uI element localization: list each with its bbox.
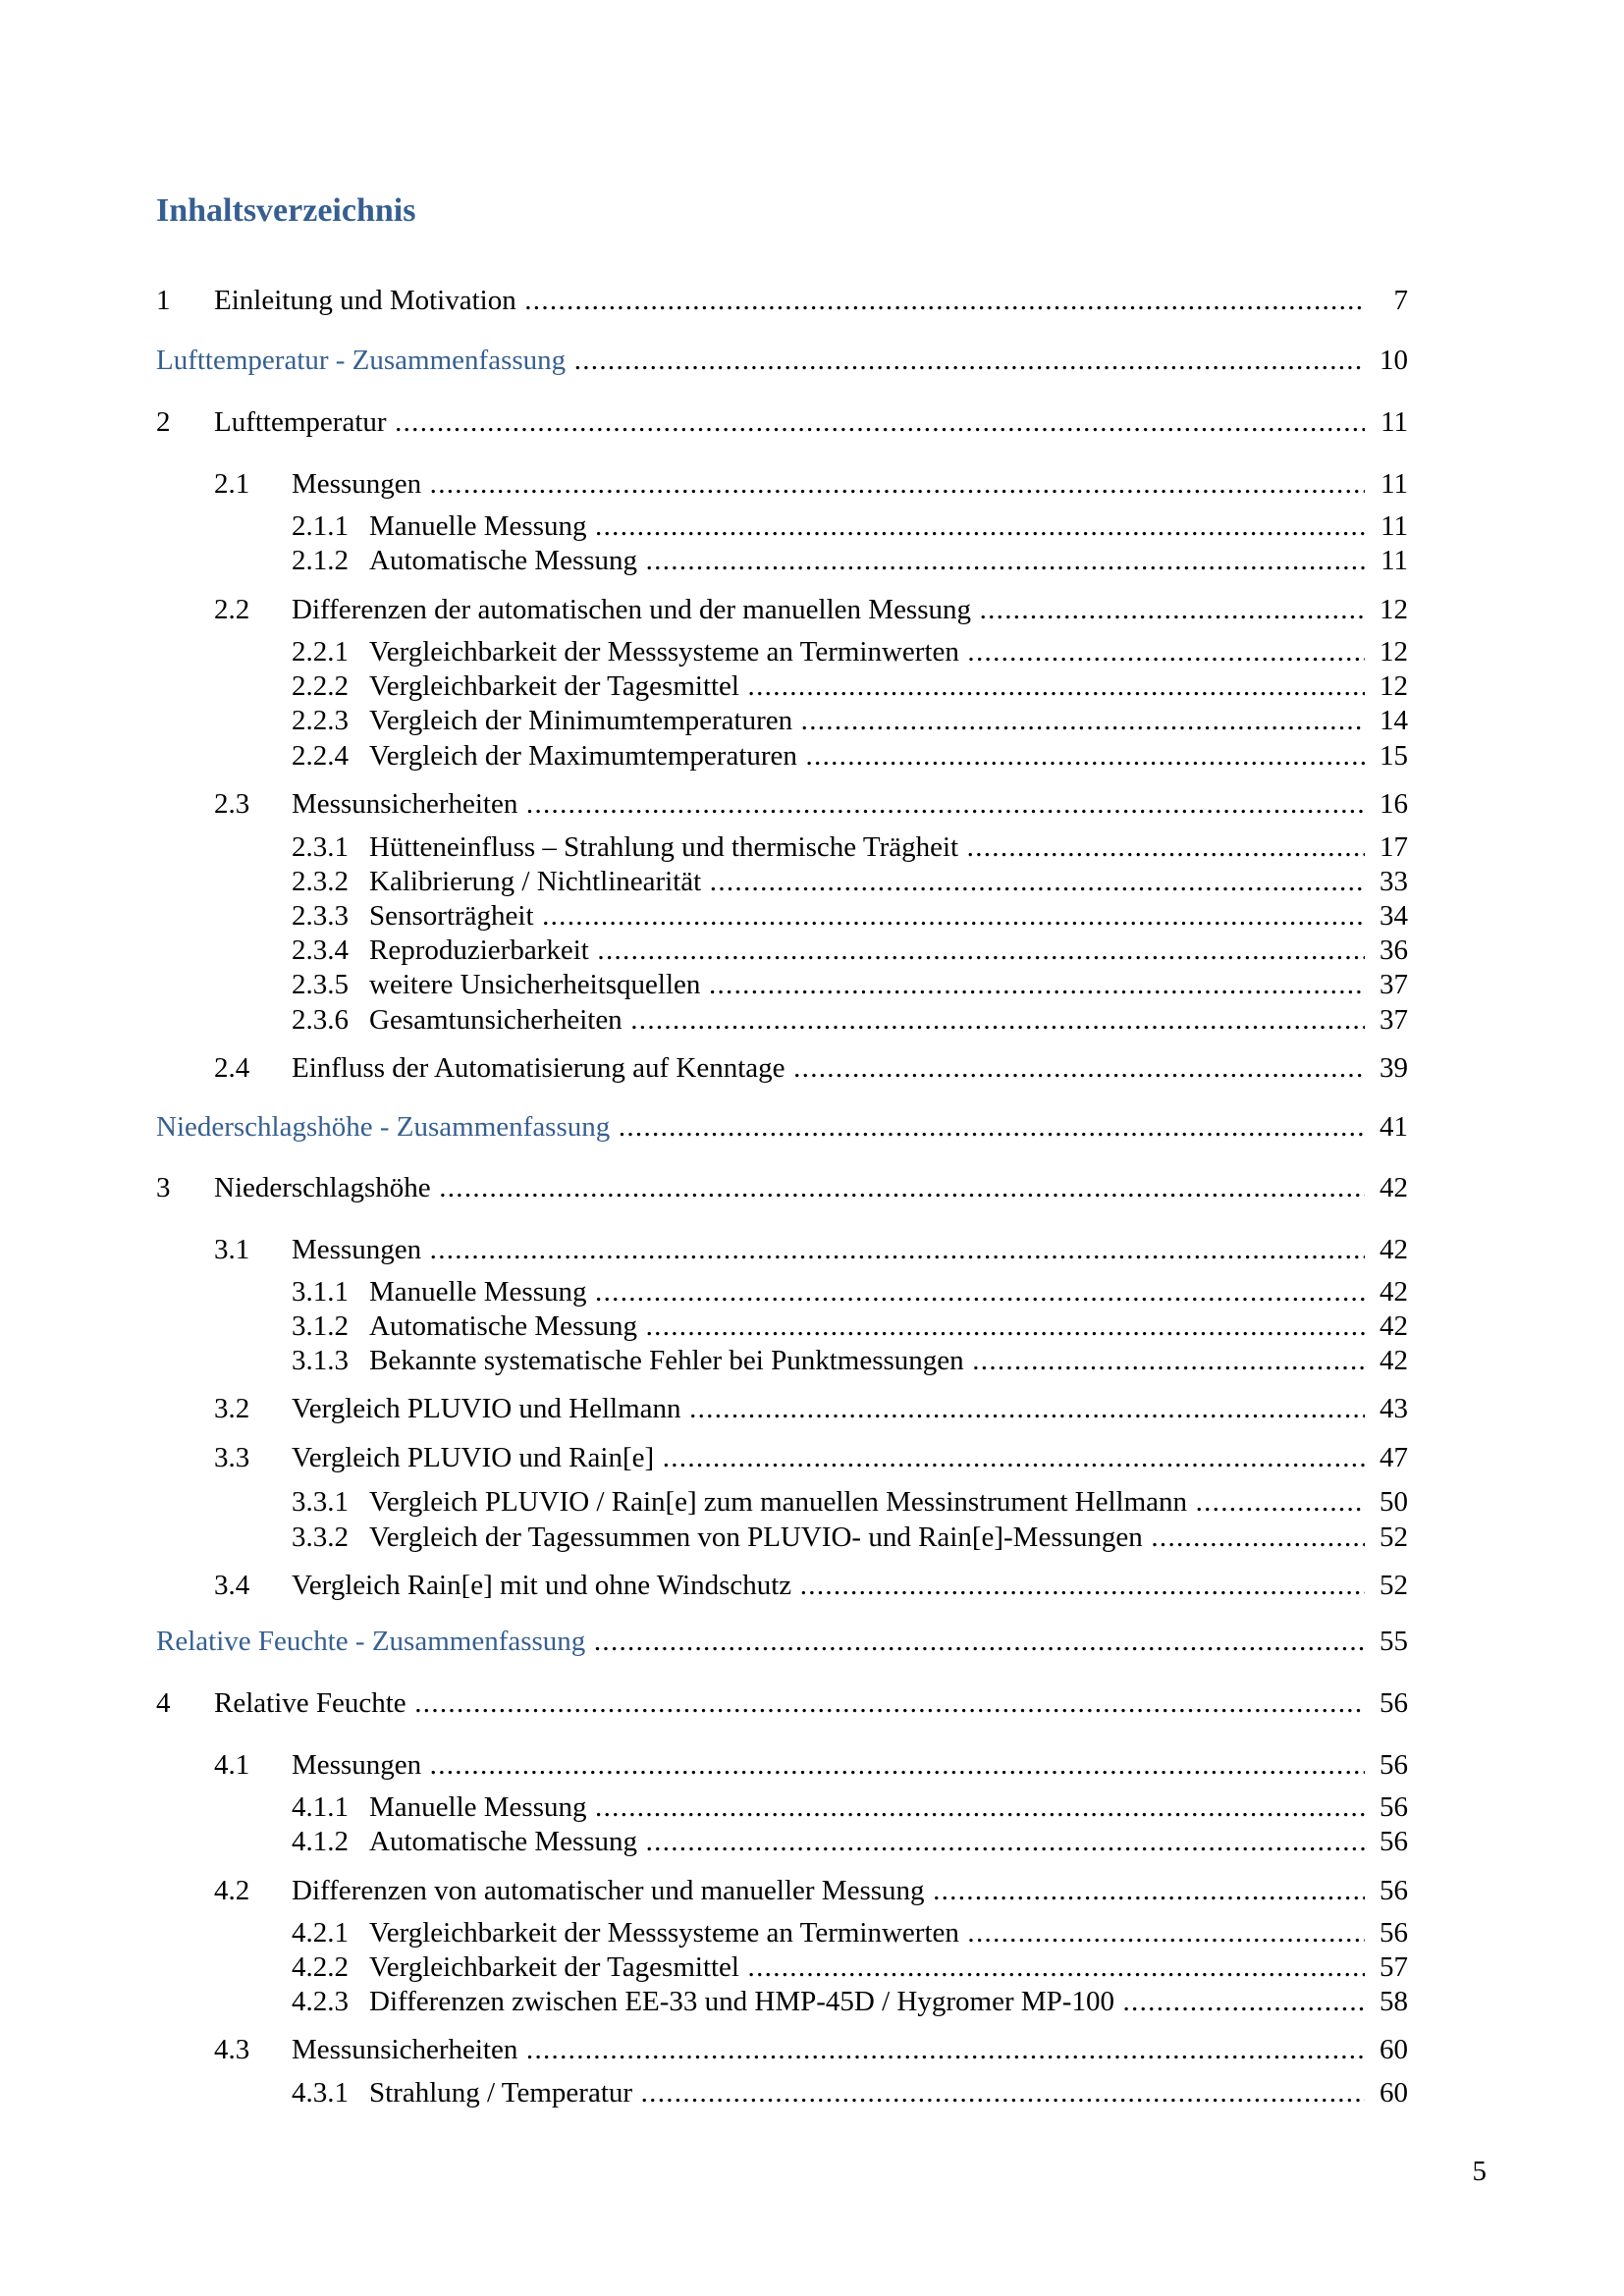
- toc-entry-title: [214, 281, 1365, 320]
- toc-heading: Inhaltsverzeichnis: [156, 192, 416, 229]
- toc-entry-2-4[interactable]: [0, 1048, 1624, 1088]
- toc-entry-title: [369, 1341, 1365, 1380]
- toc-entry-title-text: Vergleich PLUVIO / Rain[e] zum manuellen Messinstrument Hellmann: [369, 1486, 1188, 1518]
- toc-entry-title-text: Vergleichbarkeit der Tagesmittel: [369, 670, 739, 702]
- toc-entry-title-text: Manuelle Messung: [369, 1276, 587, 1308]
- toc-entry-title: [292, 1048, 1365, 1088]
- toc-entry-number: 1: [156, 285, 171, 316]
- toc-entry-number: 4.2.3: [292, 1986, 349, 2017]
- toc-entry-title-text: Einleitung und Motivation: [214, 285, 516, 316]
- toc-entry-page: 55: [1380, 1626, 1408, 1657]
- toc-entry-2-3-3[interactable]: [0, 896, 1624, 935]
- toc-entry-number: 2.3.3: [292, 900, 349, 932]
- toc-entry-title-text: Reproduzierbarkeit: [369, 934, 589, 966]
- toc-entry-number: 4.2.2: [292, 1951, 349, 1983]
- toc-entry-number: 3.2: [214, 1393, 250, 1424]
- toc-entry-2-2-4[interactable]: [0, 736, 1624, 775]
- toc-entry-page: 41: [1380, 1111, 1408, 1143]
- toc-entry-page: 12: [1380, 636, 1408, 667]
- toc-entry-number: 2.3: [214, 788, 250, 820]
- toc-entry-3-3-2[interactable]: [0, 1518, 1624, 1557]
- toc-entry-page: 57: [1380, 1951, 1408, 1983]
- toc-entry-title: [369, 1822, 1365, 1861]
- toc-entry-number: 2.1: [214, 468, 250, 500]
- toc-entry-title: [369, 931, 1365, 970]
- toc-entry-title: [156, 341, 1365, 380]
- toc-entry-4-2[interactable]: [0, 1871, 1624, 1910]
- toc-entry-title-text: Automatische Messung: [369, 545, 638, 576]
- toc-entry-page: 11: [1380, 510, 1408, 542]
- toc-entry-4-2-3[interactable]: [0, 1982, 1624, 2021]
- toc-entry-number: 2.3.2: [292, 866, 349, 897]
- toc-entry-title-text: Differenzen von automatischer und manueller Messung: [292, 1875, 925, 1906]
- toc-entry-1[interactable]: [0, 281, 1624, 320]
- toc-entry-page: 11: [1380, 468, 1408, 500]
- toc-entry-number: 2.2.4: [292, 740, 349, 772]
- toc-entry-3-2[interactable]: [0, 1389, 1624, 1428]
- toc-entry-title: [369, 1518, 1365, 1557]
- toc-entry-2-3[interactable]: [0, 784, 1624, 824]
- toc-entry-title: [214, 1683, 1365, 1723]
- toc-entry-title: [292, 1230, 1365, 1269]
- toc-entry-title: [369, 2073, 1365, 2112]
- toc-entry-title-text: Messungen: [292, 1749, 422, 1781]
- toc-entry-page: 34: [1380, 900, 1408, 932]
- toc-entry-3-1-2[interactable]: [0, 1307, 1624, 1346]
- toc-entry-title: [214, 1168, 1365, 1207]
- toc-entry-title-text: Vergleich der Tagessummen von PLUVIO- und Rain[e]-Messungen: [369, 1522, 1143, 1553]
- toc-entry-4-3-1[interactable]: [0, 2073, 1624, 2112]
- toc-entry-number: 4.3.1: [292, 2077, 349, 2109]
- toc-entry-number: 2.3.1: [292, 831, 349, 863]
- toc-entry-page: 15: [1380, 740, 1408, 772]
- toc-entry-title-text: Messunsicherheiten: [292, 2034, 518, 2065]
- toc-entry-number: 3.1.1: [292, 1276, 349, 1308]
- toc-entry-title: [156, 1107, 1365, 1147]
- toc-entry-title-text: Relative Feuchte: [214, 1687, 406, 1719]
- toc-entry-number: 4.1.1: [292, 1791, 349, 1823]
- toc-entry-page: 42: [1380, 1310, 1408, 1342]
- toc-entry-number: 3.4: [214, 1570, 250, 1601]
- toc-entry-title-text: Vergleich PLUVIO und Rain[e]: [292, 1442, 655, 1473]
- toc-entry-3-4[interactable]: [0, 1566, 1624, 1605]
- toc-entry-title: [369, 736, 1365, 775]
- toc-entry-title-text: Vergleich Rain[e] mit und ohne Windschutz: [292, 1570, 792, 1601]
- toc-entry-title: [292, 1438, 1365, 1477]
- toc-entry-page: 7: [1393, 285, 1408, 316]
- toc-entry-title-text: Vergleichbarkeit der Tagesmittel: [369, 1951, 739, 1983]
- toc-entry-page: 56: [1380, 1749, 1408, 1781]
- toc-entry-number: 2.3.6: [292, 1004, 349, 1036]
- toc-entry-number: 3: [156, 1172, 171, 1203]
- toc-entry-4-1-2[interactable]: [0, 1822, 1624, 1861]
- toc-entry-number: 2.3.5: [292, 969, 349, 1000]
- toc-entry-title-text: Niederschlagshöhe: [214, 1172, 431, 1203]
- toc-entry-number: 2.1.2: [292, 545, 349, 576]
- toc-entry-2-1-1[interactable]: [0, 507, 1624, 546]
- toc-entry-title: [369, 965, 1365, 1004]
- toc-entry-title: [156, 1622, 1365, 1661]
- toc-entry-4-1-1[interactable]: [0, 1788, 1624, 1827]
- toc-entry-title-text: Einfluss der Automatisierung auf Kenntage: [292, 1052, 785, 1084]
- toc-entry-title-text: Vergleichbarkeit der Messsysteme an Terminwerten: [369, 636, 959, 667]
- toc-entry-3-1-1[interactable]: [0, 1272, 1624, 1311]
- toc-entry-title: [292, 2030, 1365, 2069]
- page-number: 5: [1472, 2156, 1487, 2187]
- toc-entry-number: 2.2.1: [292, 636, 349, 667]
- toc-entry-title-text: Gesamtunsicherheiten: [369, 1004, 623, 1036]
- toc-entry-3-1-3[interactable]: [0, 1341, 1624, 1380]
- toc-entry-2-3-4[interactable]: [0, 931, 1624, 970]
- toc-entry-number: 4.1: [214, 1749, 250, 1781]
- toc-entry-3[interactable]: [0, 1168, 1624, 1207]
- toc-entry-title-text: Messungen: [292, 468, 422, 500]
- toc-entry-page: 42: [1380, 1276, 1408, 1308]
- toc-entry-title: [369, 1982, 1365, 2021]
- toc-entry-4-2-2[interactable]: [0, 1948, 1624, 1987]
- toc-entry-page: 56: [1380, 1917, 1408, 1949]
- toc-entry-title-text: Messungen: [292, 1234, 422, 1265]
- toc-entry-page: 11: [1380, 545, 1408, 576]
- toc-entry-title-text: Relative Feuchte - Zusammenfassung: [156, 1626, 586, 1657]
- toc-entry-page: 36: [1380, 934, 1408, 966]
- toc-entry-title: [369, 896, 1365, 935]
- toc-entry-page: 37: [1380, 1004, 1408, 1036]
- toc-entry-title: [369, 1788, 1365, 1827]
- toc-entry-number: 2: [156, 406, 171, 438]
- toc-entry-number: 3.3.2: [292, 1522, 349, 1553]
- toc-entry-number: 4.3: [214, 2034, 250, 2065]
- toc-entry-title: [292, 464, 1365, 504]
- toc-entry-3-1[interactable]: [0, 1230, 1624, 1269]
- toc-entry-summary-19[interactable]: [0, 1107, 1624, 1147]
- toc-entry-number: 4.2: [214, 1875, 250, 1906]
- toc-entry-title-text: Vergleich PLUVIO und Hellmann: [292, 1393, 681, 1424]
- toc-entry-4[interactable]: [0, 1683, 1624, 1723]
- toc-entry-page: 56: [1380, 1687, 1408, 1719]
- toc-entry-title: [292, 1871, 1365, 1910]
- toc-entry-number: 2.3.4: [292, 934, 349, 966]
- toc-entry-title: [369, 667, 1365, 706]
- toc-entry-title: [369, 541, 1365, 580]
- toc-entry-page: 12: [1380, 670, 1408, 702]
- toc-entry-page: 42: [1380, 1172, 1408, 1203]
- toc-entry-2-2-2[interactable]: [0, 667, 1624, 706]
- toc-entry-title-text: Messunsicherheiten: [292, 788, 518, 820]
- toc-entry-title-text: Manuelle Messung: [369, 1791, 587, 1823]
- toc-entry-2-3-5[interactable]: [0, 965, 1624, 1004]
- toc-entry-title-text: Vergleichbarkeit der Messsysteme an Terminwerten: [369, 1917, 959, 1949]
- toc-entry-title: [292, 1389, 1365, 1428]
- toc-entry-title-text: Hütteneinfluss – Strahlung und thermische Trägheit: [369, 831, 959, 863]
- toc-entry-number: 3.3.1: [292, 1486, 349, 1518]
- toc-entry-title-text: Automatische Messung: [369, 1310, 638, 1342]
- toc-entry-page: 47: [1380, 1442, 1408, 1473]
- toc-entry-page: 10: [1380, 345, 1408, 376]
- toc-entry-3-3-1[interactable]: [0, 1482, 1624, 1522]
- toc-entry-page: 50: [1380, 1486, 1408, 1518]
- toc-entry-number: 3.1.3: [292, 1345, 349, 1376]
- toc-entry-number: 4: [156, 1687, 171, 1719]
- toc-entry-title: [369, 1913, 1365, 1952]
- toc-entry-page: 11: [1380, 406, 1408, 438]
- toc-entry-page: 16: [1380, 788, 1408, 820]
- toc-entry-number: 2.2.3: [292, 705, 349, 736]
- toc-entry-title-text: Automatische Messung: [369, 1826, 638, 1857]
- toc-entry-title-text: Vergleich der Maximumtemperaturen: [369, 740, 797, 772]
- toc-entry-title-text: Lufttemperatur: [214, 406, 387, 438]
- toc-entry-title: [369, 507, 1365, 546]
- toc-entry-summary-30[interactable]: [0, 1622, 1624, 1661]
- toc-entry-page: 14: [1380, 705, 1408, 736]
- toc-entry-number: 2.4: [214, 1052, 250, 1084]
- toc-entry-number: 3.1.2: [292, 1310, 349, 1342]
- toc-entry-title: [369, 1482, 1365, 1522]
- toc-entry-2-3-6[interactable]: [0, 1000, 1624, 1040]
- toc-entry-title: [369, 1000, 1365, 1040]
- toc-entry-title-text: Vergleich der Minimumtemperaturen: [369, 705, 793, 736]
- toc-entry-3-3[interactable]: [0, 1438, 1624, 1477]
- toc-entry-page: 58: [1380, 1986, 1408, 2017]
- toc-entry-summary-1[interactable]: [0, 341, 1624, 380]
- toc-entry-title: [369, 632, 1365, 671]
- toc-entry-page: 43: [1380, 1393, 1408, 1424]
- toc-entry-page: 52: [1380, 1570, 1408, 1601]
- toc-entry-title: [369, 862, 1365, 901]
- toc-entry-2-3-2[interactable]: [0, 862, 1624, 901]
- toc-entry-page: 17: [1380, 831, 1408, 863]
- toc-entry-number: 2.2: [214, 594, 250, 625]
- toc-entry-page: 56: [1380, 1875, 1408, 1906]
- toc-entry-2-1[interactable]: [0, 464, 1624, 504]
- toc-entry-number: 3.3: [214, 1442, 250, 1473]
- toc-entry-page: 42: [1380, 1234, 1408, 1265]
- toc-entry-4-1[interactable]: [0, 1745, 1624, 1785]
- toc-entry-title: [292, 1745, 1365, 1785]
- toc-entry-title: [369, 701, 1365, 740]
- toc-entry-page: 56: [1380, 1826, 1408, 1857]
- toc-entry-page: 60: [1380, 2077, 1408, 2109]
- toc-entry-title-text: Kalibrierung / Nichtlinearität: [369, 866, 702, 897]
- toc-entry-title: [369, 828, 1365, 867]
- toc-entry-page: 42: [1380, 1345, 1408, 1376]
- toc-entry-page: 60: [1380, 2034, 1408, 2065]
- toc-entry-title: [292, 1566, 1365, 1605]
- toc-entry-title-text: Bekannte systematische Fehler bei Punktmessungen: [369, 1345, 964, 1376]
- toc-entry-title-text: weitere Unsicherheitsquellen: [369, 969, 701, 1000]
- toc-entry-title: [369, 1272, 1365, 1311]
- toc-entry-number: 4.1.2: [292, 1826, 349, 1857]
- toc-entry-title: [369, 1948, 1365, 1987]
- toc-entry-title-text: Strahlung / Temperatur: [369, 2077, 633, 2109]
- toc-entry-2-1-2[interactable]: [0, 541, 1624, 580]
- toc-entry-4-2-1[interactable]: [0, 1913, 1624, 1952]
- toc-entry-title: [369, 1307, 1365, 1346]
- toc-entry-page: 12: [1380, 594, 1408, 625]
- toc-entry-title: [214, 402, 1365, 442]
- toc-entry-title-text: Niederschlagshöhe - Zusammenfassung: [156, 1111, 611, 1143]
- toc-entry-page: 39: [1380, 1052, 1408, 1084]
- toc-entry-2-2[interactable]: [0, 590, 1624, 629]
- toc-entry-title-text: Lufttemperatur - Zusammenfassung: [156, 345, 567, 376]
- toc-entry-title-text: Differenzen zwischen EE-33 und HMP-45D / Hygromer MP-100: [369, 1986, 1114, 2017]
- toc-entry-title-text: Differenzen der automatischen und der manuellen Messung: [292, 594, 972, 625]
- toc-entry-number: 3.1: [214, 1234, 250, 1265]
- toc-entry-number: 4.2.1: [292, 1917, 349, 1949]
- toc-entry-title: [292, 784, 1365, 824]
- toc-entry-title-text: Manuelle Messung: [369, 510, 587, 542]
- toc-entry-title-text: Sensorträgheit: [369, 900, 534, 932]
- toc-entry-page: 37: [1380, 969, 1408, 1000]
- toc-entry-number: 2.2.2: [292, 670, 349, 702]
- toc-entry-2-2-1[interactable]: [0, 632, 1624, 671]
- toc-entry-2-2-3[interactable]: [0, 701, 1624, 740]
- toc-entry-page: 56: [1380, 1791, 1408, 1823]
- toc-entry-2-3-1[interactable]: [0, 828, 1624, 867]
- toc-entry-number: 2.1.1: [292, 510, 349, 542]
- toc-entry-2[interactable]: [0, 402, 1624, 442]
- toc-entry-page: 33: [1380, 866, 1408, 897]
- toc-entry-4-3[interactable]: [0, 2030, 1624, 2069]
- toc-entry-page: 52: [1380, 1522, 1408, 1553]
- toc-entry-title: [292, 590, 1365, 629]
